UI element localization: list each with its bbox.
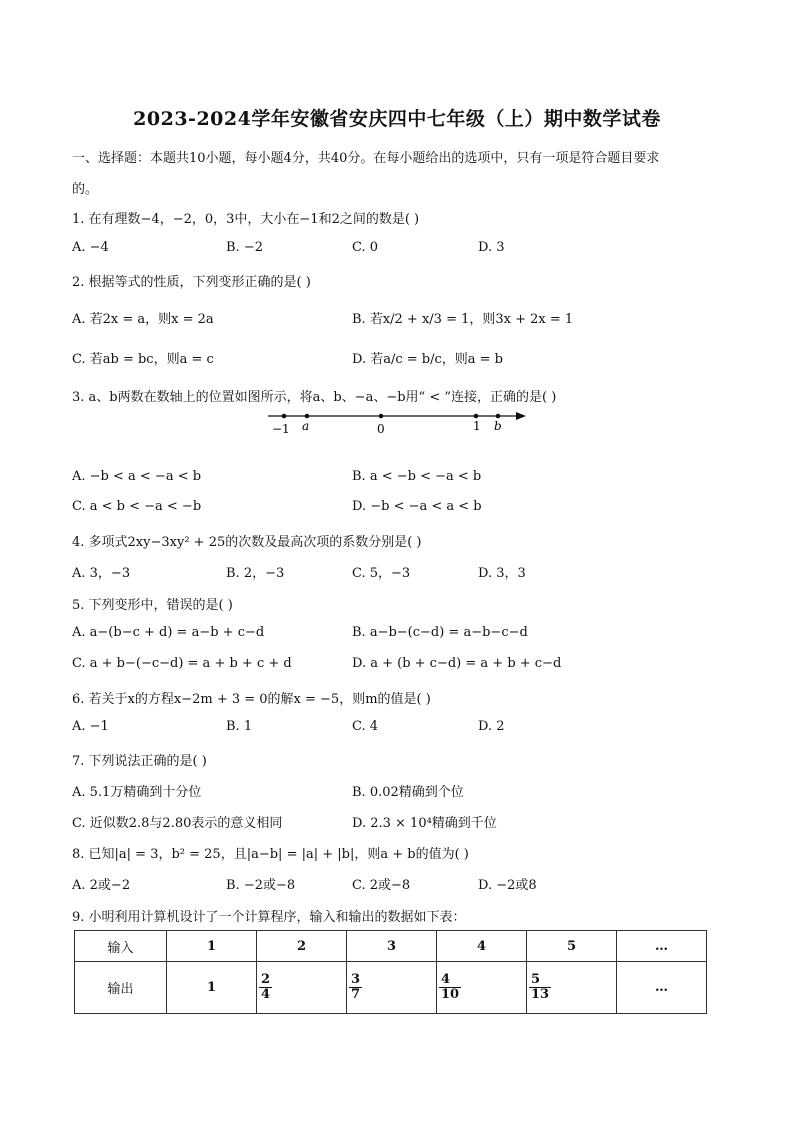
question-1-stem: 1. 在有理数−4，−2，0，3中，大小在−1和2之间的数是( ) <box>72 212 420 227</box>
number-line-point-0 <box>379 414 384 419</box>
question-5-option-d: D. a + (b + c−d) = a + b + c−d <box>352 656 562 671</box>
fraction-numerator: 4 <box>439 973 461 988</box>
number-line-label-0: 0 <box>377 422 385 436</box>
question-1-option-d: D. 3 <box>478 240 505 255</box>
question-4-option-c: C. 5，−3 <box>352 566 411 581</box>
fraction-denominator: 7 <box>351 987 361 1002</box>
question-6-option-d: D. 2 <box>478 719 505 734</box>
question-7-option-b: B. 0.02精确到个位 <box>352 785 464 800</box>
question-5-option-b: B. a−b−(c−d) = a−b−c−d <box>352 625 528 640</box>
section-instructions-line2: 的。 <box>72 182 99 197</box>
question-6-stem: 6. 若关于x的方程x−2m + 3 = 0的解x = −5，则m的值是( ) <box>72 692 431 707</box>
number-line-label-a: a <box>302 419 310 433</box>
table-row <box>75 962 707 1014</box>
question-8-stem: 8. 已知|a| = 3，b² = 25，且|a−b| = |a| + |b|，则a + b的值为( ) <box>72 847 469 862</box>
table-cell: … <box>617 962 707 1014</box>
question-6-option-c: C. 4 <box>352 719 379 734</box>
question-7-option-d: D. 2.3 × 10⁴精确到千位 <box>352 816 497 831</box>
question-8-option-b: B. −2或−8 <box>226 878 296 893</box>
question-5-option-a: A. a−(b−c + d) = a−b + c−d <box>72 625 265 640</box>
fraction <box>529 973 551 1003</box>
table-cell: 2 <box>257 931 347 962</box>
section-instructions-line1: 一、选择题：本题共10小题，每小题4分，共40分。在每小题给出的选项中，只有一项是符合题目要求 <box>72 151 660 166</box>
question-7-option-a: A. 5.1万精确到十分位 <box>72 785 202 800</box>
table-row <box>75 931 707 962</box>
question-2-option-c: C. 若ab = bc，则a = c <box>72 352 214 367</box>
fraction <box>259 973 272 1003</box>
question-6-option-b: B. 1 <box>226 719 253 734</box>
fraction <box>349 973 362 1003</box>
question-1-option-b: B. −2 <box>226 240 263 255</box>
question-3-option-c: C. a < b < −a < −b <box>72 499 202 514</box>
table-cell: 3 <box>347 931 437 962</box>
number-line-point-neg1 <box>282 414 287 419</box>
question-4-stem: 4. 多项式2xy−3xy² + 25的次数及最高次项的系数分别是( ) <box>72 535 422 550</box>
question-8-option-c: C. 2或−8 <box>352 878 411 893</box>
table-cell <box>347 962 437 1014</box>
question-4-option-b: B. 2，−3 <box>226 566 285 581</box>
io-table <box>74 930 707 1014</box>
number-line-figure <box>262 404 532 438</box>
question-9-stem: 9. 小明利用计算机设计了一个计算程序，输入和输出的数据如下表： <box>72 910 466 925</box>
fraction-denominator: 4 <box>261 987 271 1002</box>
question-1-option-c: C. 0 <box>352 240 379 255</box>
number-line-label-neg1: −1 <box>272 422 290 436</box>
table-cell: 5 <box>527 931 617 962</box>
page-title: 2023-2024学年安徽省安庆四中七年级（上）期中数学试卷 <box>133 108 661 130</box>
table-cell <box>437 962 527 1014</box>
question-2-option-a: A. 若2x = a，则x = 2a <box>72 312 214 327</box>
question-2-option-d: D. 若a/c = b/c，则a = b <box>352 352 504 367</box>
number-line-point-b <box>496 414 501 419</box>
question-2-option-b: B. 若x/2 + x/3 = 1，则3x + 2x = 1 <box>352 312 574 327</box>
fraction-denominator: 13 <box>531 987 550 1002</box>
question-3-option-b: B. a < −b < −a < b <box>352 469 482 484</box>
table-cell: 1 <box>167 931 257 962</box>
fraction-numerator: 3 <box>351 971 361 987</box>
number-line-label-1: 1 <box>473 419 481 433</box>
number-line-label-b: b <box>494 419 502 433</box>
question-8-option-d: D. −2或8 <box>478 878 537 893</box>
table-cell: 输出 <box>75 962 167 1014</box>
question-4-option-a: A. 3，−3 <box>72 566 131 581</box>
question-3-option-d: D. −b < −a < a < b <box>352 499 482 514</box>
fraction <box>439 973 461 1003</box>
question-3-option-a: A. −b < a < −a < b <box>72 469 202 484</box>
fraction-numerator: 5 <box>529 973 551 988</box>
number-line-point-1 <box>474 414 479 419</box>
table-cell: 1 <box>167 962 257 1014</box>
question-2-stem: 2. 根据等式的性质，下列变形正确的是( ) <box>72 275 311 290</box>
table-cell: 输入 <box>75 931 167 962</box>
table-cell <box>527 962 617 1014</box>
question-4-option-d: D. 3，3 <box>478 566 526 581</box>
question-8-option-a: A. 2或−2 <box>72 878 131 893</box>
table-cell <box>257 962 347 1014</box>
question-1-option-a: A. −4 <box>72 240 109 255</box>
question-5-option-c: C. a + b−(−c−d) = a + b + c + d <box>72 656 292 671</box>
question-7-stem: 7. 下列说法正确的是( ) <box>72 754 207 769</box>
question-3-stem: 3. a、b两数在数轴上的位置如图所示，将a、b、−a、−b用“ < ”连接，正确的是( ) <box>72 390 557 405</box>
number-line-point-a <box>305 414 310 419</box>
question-5-stem: 5. 下列变形中，错误的是( ) <box>72 598 233 613</box>
fraction-denominator: 10 <box>441 987 460 1002</box>
number-line-arrow-icon <box>516 412 526 420</box>
fraction-numerator: 2 <box>261 971 271 987</box>
table-cell: … <box>617 931 707 962</box>
question-6-option-a: A. −1 <box>72 719 109 734</box>
table-cell: 4 <box>437 931 527 962</box>
question-7-option-c: C. 近似数2.8与2.80表示的意义相同 <box>72 816 283 831</box>
